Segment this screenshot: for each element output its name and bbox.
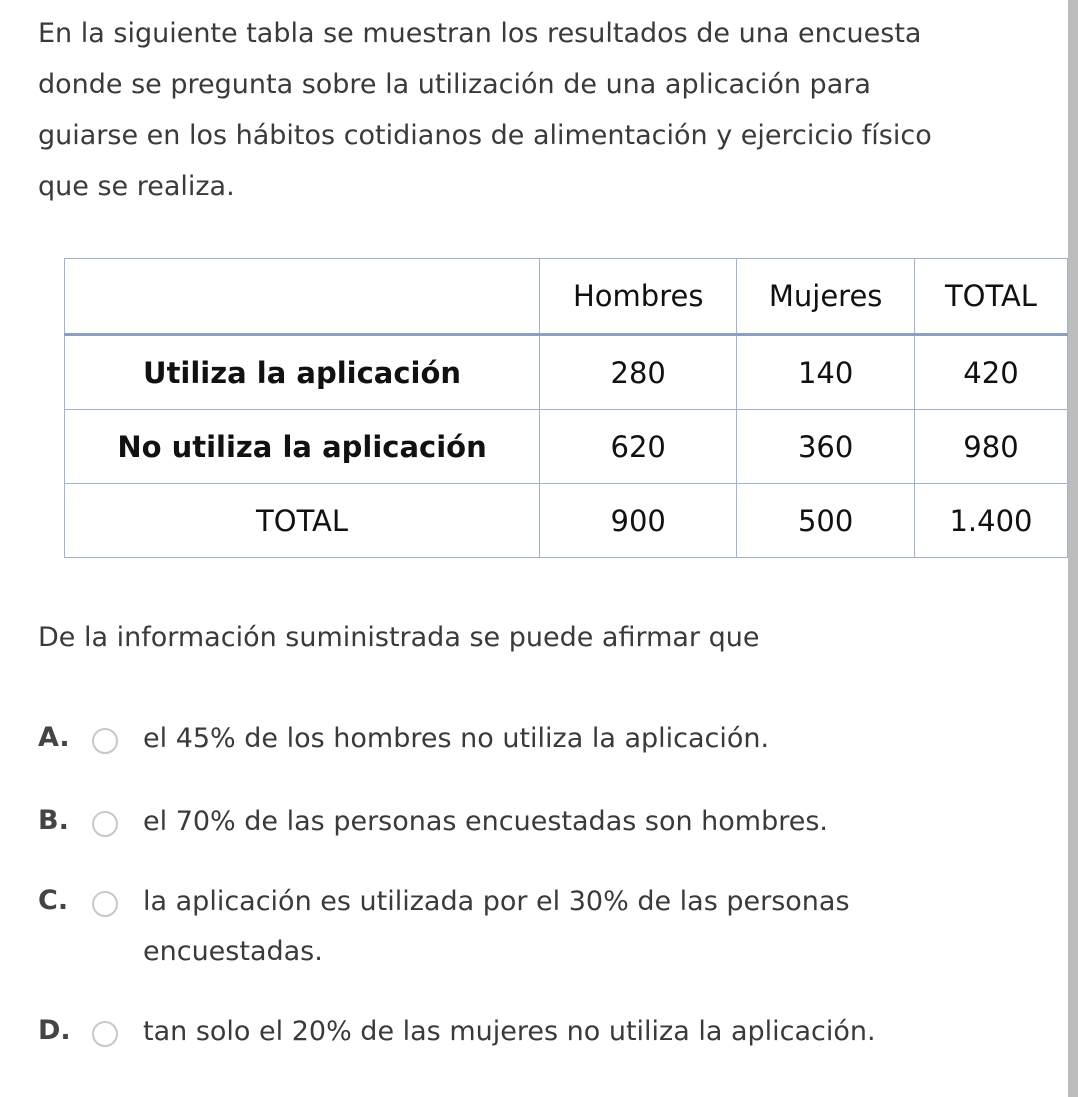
cell-mujeres: 500 — [737, 484, 915, 558]
cell-total: 1.400 — [914, 484, 1067, 558]
table-header-row — [65, 259, 1068, 335]
intro-line: En la siguiente tabla se muestran los resultados de una encuesta — [38, 18, 922, 49]
header-total: TOTAL — [914, 259, 1067, 335]
vertical-scrollbar[interactable] — [1068, 0, 1078, 1097]
cell-mujeres: 140 — [737, 335, 915, 410]
option-text: tan solo el 20% de las mujeres no utiliza la aplicación. — [143, 1016, 876, 1047]
radio-button-b[interactable] — [92, 811, 118, 837]
header-empty-cell — [65, 259, 540, 335]
intro-line: que se realiza. — [38, 171, 235, 202]
radio-button-d[interactable] — [92, 1021, 118, 1047]
intro-line: guiarse en los hábitos cotidianos de alimentación y ejercicio físico — [38, 120, 932, 151]
option-text: la aplicación es utilizada por el 30% de las personas encuestadas. — [143, 886, 850, 967]
option-letter: C. — [38, 885, 69, 916]
radio-button-a[interactable] — [92, 728, 118, 754]
intro-line: donde se pregunta sobre la utilización de una aplicación para — [38, 69, 871, 100]
cell-total: 980 — [914, 410, 1067, 484]
cell-hombres: 900 — [540, 484, 737, 558]
results-table — [64, 258, 1068, 558]
cell-total: 420 — [914, 335, 1067, 410]
row-label: Utiliza la aplicación — [65, 335, 540, 410]
option-letter: D. — [38, 1015, 71, 1046]
option-letter: A. — [38, 722, 70, 753]
option-text: el 45% de los hombres no utiliza la aplicación. — [143, 723, 770, 754]
question-prompt: De la información suministrada se puede afirmar que — [38, 622, 760, 653]
cell-hombres: 620 — [540, 410, 737, 484]
option-text: el 70% de las personas encuestadas son hombres. — [143, 806, 829, 837]
table-row — [65, 410, 1068, 484]
radio-button-c[interactable] — [92, 891, 118, 917]
header-mujeres: Mujeres — [737, 259, 915, 335]
question-intro — [38, 8, 1068, 212]
cell-hombres: 280 — [540, 335, 737, 410]
table-row — [65, 484, 1068, 558]
row-label: No utiliza la aplicación — [65, 410, 540, 484]
row-label: TOTAL — [65, 484, 540, 558]
option-letter: B. — [38, 805, 69, 836]
header-hombres: Hombres — [540, 259, 737, 335]
cell-mujeres: 360 — [737, 410, 915, 484]
table-row — [65, 335, 1068, 410]
